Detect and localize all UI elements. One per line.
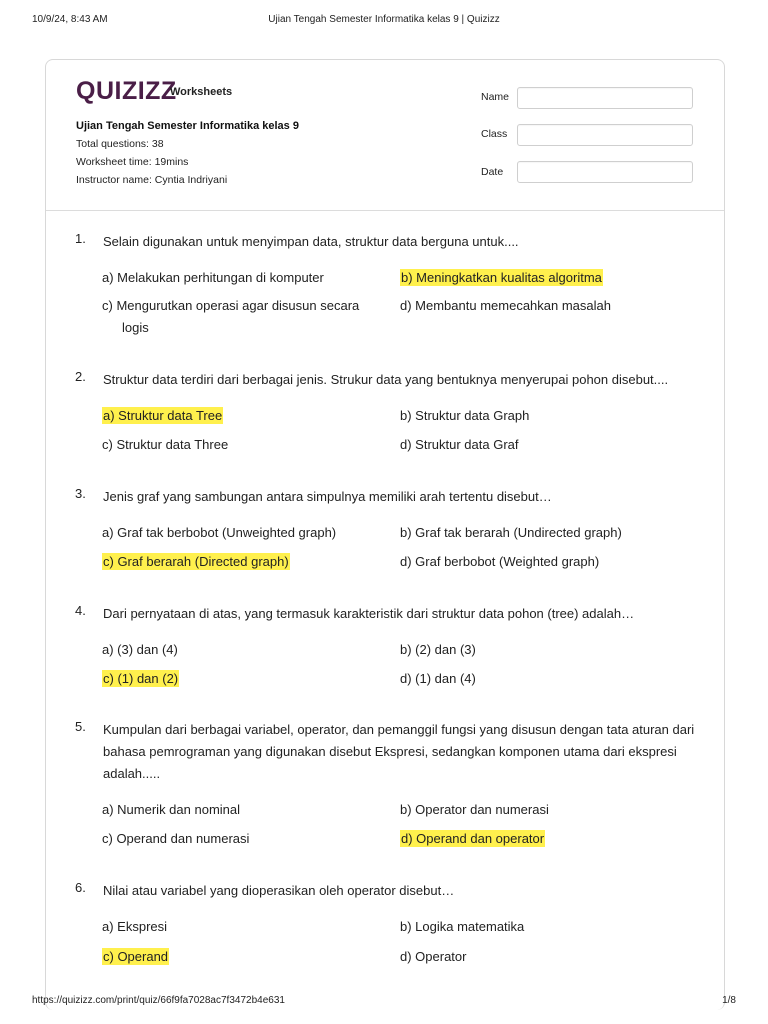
option-label: a) Graf tak berbobot (Unweighted graph): [102, 525, 337, 540]
option-a[interactable]: [102, 267, 387, 289]
worksheets-label: Worksheets: [170, 86, 233, 98]
date-label: Date: [481, 166, 504, 178]
option-label: c) (1) dan (2): [103, 671, 179, 686]
option-label: c) Operand dan numerasi: [102, 831, 250, 846]
option-d[interactable]: [400, 946, 466, 968]
print-url: https://quizizz.com/print/quiz/66f9fa7028ac7f3472b4e631: [32, 995, 285, 1006]
question-text: Struktur data terdiri dari berbagai jenis. Strukur data yang bentuknya menyerupai pohon disebut....: [103, 372, 669, 387]
option-label: c) Struktur data Three: [102, 437, 229, 452]
question-number: 2.: [75, 369, 86, 384]
question-number: 1.: [75, 231, 86, 246]
option-label: d) Graf berbobot (Weighted graph): [400, 554, 600, 569]
name-label: Name: [481, 91, 510, 103]
option-label: b) Logika matematika: [400, 919, 525, 934]
option-b[interactable]: [400, 267, 700, 289]
option-label: a) (3) dan (4): [102, 642, 178, 657]
worksheet-time: Worksheet time: 19mins: [76, 156, 189, 168]
instructor-name: Instructor name: Cyntia Indriyani: [76, 174, 228, 186]
option-label: c) Operand: [103, 949, 169, 964]
print-page-title: Ujian Tengah Semester Informatika kelas 9 | Quizizz: [268, 14, 500, 25]
option-label: a) Melakukan perhitungan di komputer: [102, 270, 324, 285]
question-text: Kumpulan dari berbagai variabel, operator, dan pemanggil fungsi yang disusun dengan tata aturan dari bahasa pemrograman yang digunakan disebut Ekspresi, sedangkan komponen utama dari ekspresi adalah.....: [103, 722, 695, 781]
question-text: Selain digunakan untuk menyimpan data, struktur data berguna untuk....: [103, 234, 519, 249]
page-number: 1/8: [722, 995, 736, 1006]
class-label: Class: [481, 128, 508, 140]
option-label: d) (1) dan (4): [400, 671, 476, 686]
option-b[interactable]: [400, 405, 529, 427]
option-c[interactable]: [102, 434, 228, 456]
option-b[interactable]: [400, 916, 524, 938]
quizizz-logo: QUIZIZZ: [76, 77, 177, 105]
option-label: a) Numerik dan nominal: [102, 802, 241, 817]
option-a[interactable]: [102, 916, 167, 938]
option-label: b) Graf tak berarah (Undirected graph): [400, 525, 622, 540]
option-a[interactable]: [102, 639, 178, 661]
option-d[interactable]: [400, 828, 545, 850]
question-number: 5.: [75, 719, 86, 734]
option-a[interactable]: [102, 405, 223, 427]
print-timestamp: 10/9/24, 8:43 AM: [32, 14, 108, 25]
question-text: Nilai atau variabel yang dioperasikan oleh operator disebut…: [103, 883, 455, 898]
question-number: 6.: [75, 880, 86, 895]
option-label: d) Operator: [400, 949, 467, 964]
option-label: c) Graf berarah (Directed graph): [103, 554, 289, 569]
option-a[interactable]: [102, 799, 240, 821]
class-field[interactable]: [517, 124, 693, 146]
print-header: [0, 14, 768, 30]
option-label: b) Meningkatkan kualitas algoritma: [401, 270, 602, 285]
option-d[interactable]: [400, 434, 519, 456]
option-label: a) Struktur data Tree: [103, 408, 223, 423]
option-d[interactable]: [400, 295, 700, 317]
option-b[interactable]: [400, 522, 622, 544]
option-label: d) Operand dan operator: [401, 831, 545, 846]
option-c[interactable]: [102, 828, 249, 850]
date-field[interactable]: [517, 161, 693, 183]
option-c[interactable]: [102, 295, 387, 339]
option-c[interactable]: [102, 668, 179, 690]
option-b[interactable]: [400, 799, 549, 821]
option-label: a) Ekspresi: [102, 919, 168, 934]
option-a[interactable]: [102, 522, 336, 544]
option-label: d) Membantu memecahkan masalah: [400, 298, 611, 313]
option-d[interactable]: [400, 668, 476, 690]
option-label: b) Operator dan numerasi: [400, 802, 549, 817]
option-c[interactable]: [102, 946, 169, 968]
total-questions: Total questions: 38: [76, 138, 164, 150]
option-label: d) Struktur data Graf: [400, 437, 519, 452]
question-text: Dari pernyataan di atas, yang termasuk karakteristik dari struktur data pohon (tree) adalah…: [103, 606, 635, 621]
name-field[interactable]: [517, 87, 693, 109]
question-number: 3.: [75, 486, 86, 501]
question-text: Jenis graf yang sambungan antara simpulnya memiliki arah tertentu disebut…: [103, 489, 552, 504]
option-label: c) Mengurutkan operasi agar disusun secara logis: [102, 298, 360, 335]
question-number: 4.: [75, 603, 86, 618]
worksheet-title: Ujian Tengah Semester Informatika kelas 9: [76, 120, 299, 132]
option-label: b) (2) dan (3): [400, 642, 476, 657]
option-c[interactable]: [102, 551, 290, 573]
option-d[interactable]: [400, 551, 599, 573]
option-b[interactable]: [400, 639, 476, 661]
option-label: b) Struktur data Graph: [400, 408, 530, 423]
worksheet-header: [46, 60, 724, 211]
print-footer: [0, 995, 768, 1011]
